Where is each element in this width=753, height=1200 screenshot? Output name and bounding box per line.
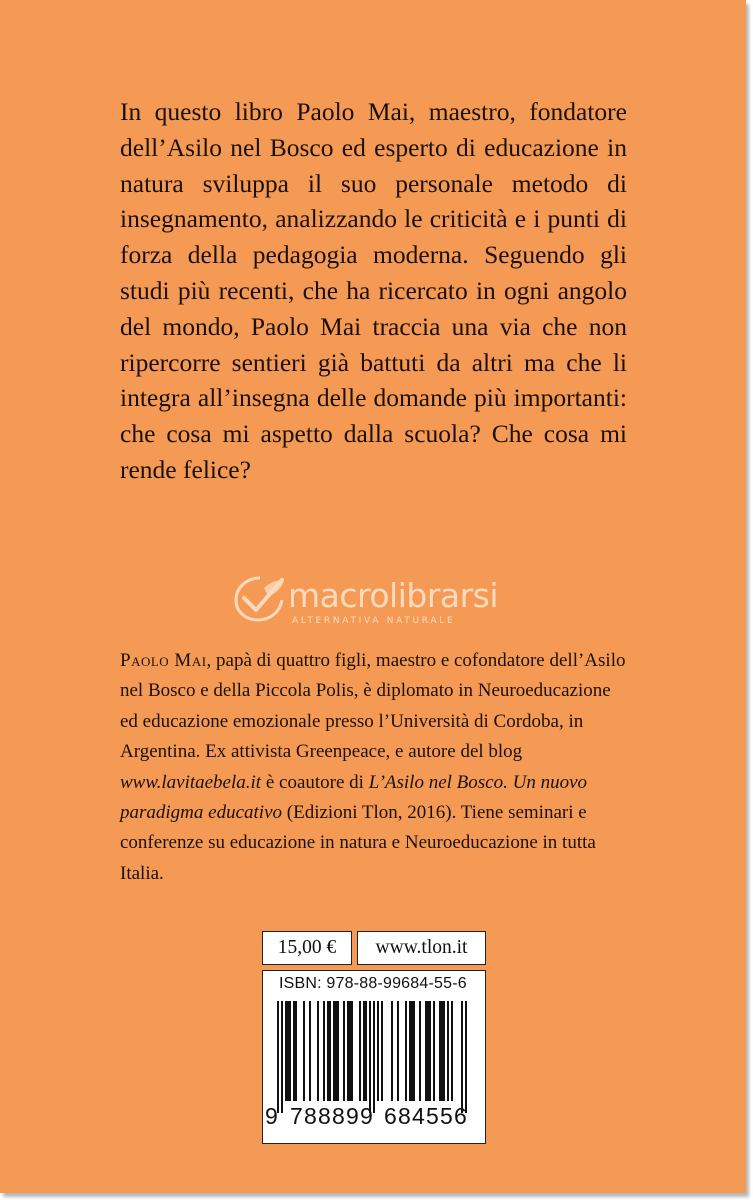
barcode-bar bbox=[309, 1001, 311, 1101]
barcode-digit: 9 bbox=[346, 1103, 359, 1129]
blurb-line: natura sviluppa il suo personale metodo di bbox=[120, 168, 627, 198]
author-bio bbox=[120, 646, 627, 889]
barcode-bar bbox=[289, 1001, 291, 1101]
barcode-bar bbox=[317, 1001, 319, 1101]
blurb-line: ripercorre sentieri già battuti da altri ma che li bbox=[120, 347, 627, 377]
blurb-line: insegnamento, analizzando le criticità e i punti di bbox=[120, 204, 627, 234]
barcode-digit: 6 bbox=[454, 1103, 467, 1129]
barcode-bar bbox=[349, 1001, 351, 1101]
barcode-bar bbox=[287, 1001, 289, 1101]
barcode bbox=[277, 1001, 473, 1113]
barcode-bar bbox=[425, 1001, 427, 1101]
publisher-website: www.tlon.it bbox=[357, 931, 486, 965]
barcode-bar bbox=[405, 1001, 407, 1101]
barcode-bar bbox=[413, 1001, 415, 1101]
watermark-tagline: ALTERNATIVA NATURALE bbox=[292, 616, 456, 626]
barcode-bar bbox=[303, 1001, 305, 1101]
blurb-line: del mondo, Paolo Mai traccia una via che non bbox=[120, 311, 627, 341]
barcode-digit: 6 bbox=[384, 1103, 397, 1129]
barcode-digit: 7 bbox=[290, 1103, 303, 1129]
blurb-line: In questo libro Paolo Mai, maestro, fondatore bbox=[120, 97, 627, 126]
bio-text: è coautore di bbox=[261, 771, 369, 793]
barcode-bar bbox=[351, 1001, 353, 1101]
barcode-digit: 9 bbox=[360, 1103, 373, 1129]
barcode-digit: 8 bbox=[398, 1103, 411, 1129]
blurb-line: integra all’insegna delle domande più importanti: bbox=[120, 383, 627, 413]
bio-text: , papà di quattro figli, maestro e cofondatore dell’Asilo nel Bosco e della Piccola Polis, è diplomato in Neuroeducazione ed educazione emozionale presso l’Università di Cordoba, in Argentina. Ex attivista Greenpeace, e autore del blog bbox=[120, 650, 626, 763]
barcode-bar bbox=[419, 1001, 421, 1101]
price-label: 15,00 € bbox=[262, 931, 352, 965]
isbn-barcode-box bbox=[262, 970, 486, 1144]
barcode-bar bbox=[295, 1001, 297, 1101]
barcode-bar bbox=[365, 1001, 367, 1101]
barcode-bar bbox=[281, 1001, 283, 1113]
leaf-check-icon bbox=[230, 574, 288, 622]
macrolibrarsi-watermark bbox=[230, 572, 530, 632]
barcode-bar bbox=[433, 1001, 435, 1101]
barcode-digit: 8 bbox=[318, 1103, 331, 1129]
barcode-bar bbox=[451, 1001, 453, 1101]
barcode-bar bbox=[391, 1001, 393, 1101]
barcode-bar bbox=[347, 1001, 349, 1101]
barcode-bar bbox=[397, 1001, 399, 1101]
blurb-text bbox=[120, 94, 627, 488]
barcode-bar bbox=[277, 1001, 279, 1113]
barcode-bar bbox=[373, 1001, 375, 1113]
barcode-digit: 8 bbox=[304, 1103, 317, 1129]
barcode-bar bbox=[323, 1001, 325, 1101]
bio-text: (Edizioni Tlon, 2016). Tiene seminari e conferenze su educazione in natura e Neuroeducazione in tutta Italia. bbox=[120, 802, 596, 884]
barcode-bar bbox=[465, 1001, 467, 1113]
blurb-line: dell’Asilo nel Bosco ed esperto di educazione in bbox=[120, 132, 627, 162]
barcode-digit: 8 bbox=[332, 1103, 345, 1129]
book-title: L’Asilo nel Bosco. Un nuovo paradigma educativo bbox=[120, 771, 588, 824]
barcode-bar bbox=[285, 1001, 287, 1101]
barcode-bar bbox=[337, 1001, 339, 1101]
barcode-bar bbox=[327, 1001, 329, 1101]
blurb-line: forza della pedagogia moderna. Seguendo gli bbox=[120, 240, 627, 270]
author-name: Paolo Mai bbox=[120, 650, 207, 671]
barcode-bar bbox=[369, 1001, 371, 1113]
barcode-bar bbox=[461, 1001, 463, 1113]
blog-url: www.lavitaebela.it bbox=[120, 771, 262, 793]
barcode-bar bbox=[411, 1001, 413, 1101]
barcode-digits bbox=[265, 1103, 483, 1133]
barcode-bar bbox=[439, 1001, 441, 1101]
barcode-digit: 9 bbox=[265, 1103, 278, 1129]
blurb-line: rende felice? bbox=[120, 454, 251, 484]
barcode-digit: 5 bbox=[426, 1103, 439, 1129]
barcode-bar bbox=[377, 1001, 379, 1101]
watermark-brand: macrolibrarsi bbox=[288, 576, 499, 615]
barcode-bar bbox=[409, 1001, 411, 1101]
barcode-bar bbox=[427, 1001, 429, 1101]
barcode-bar bbox=[441, 1001, 443, 1101]
barcode-bar bbox=[329, 1001, 331, 1101]
barcode-bar bbox=[363, 1001, 365, 1101]
isbn-label: ISBN: 978-88-99684-55-6 bbox=[279, 975, 467, 992]
barcode-digit: 4 bbox=[412, 1103, 425, 1129]
blurb-line: studi più recenti, che ha ricercato in ogni angolo bbox=[120, 275, 627, 305]
barcode-bar bbox=[335, 1001, 337, 1101]
barcode-bar bbox=[343, 1001, 345, 1101]
blurb-line: che cosa mi aspetto dalla scuola? Che cosa mi bbox=[120, 419, 627, 449]
barcode-bar bbox=[447, 1001, 449, 1101]
barcode-bar bbox=[359, 1001, 361, 1101]
barcode-bar bbox=[429, 1001, 431, 1101]
barcode-bar bbox=[333, 1001, 335, 1101]
barcode-bar bbox=[443, 1001, 445, 1101]
barcode-digit: 5 bbox=[440, 1103, 453, 1129]
barcode-bar bbox=[293, 1001, 295, 1101]
barcode-bar bbox=[381, 1001, 383, 1101]
